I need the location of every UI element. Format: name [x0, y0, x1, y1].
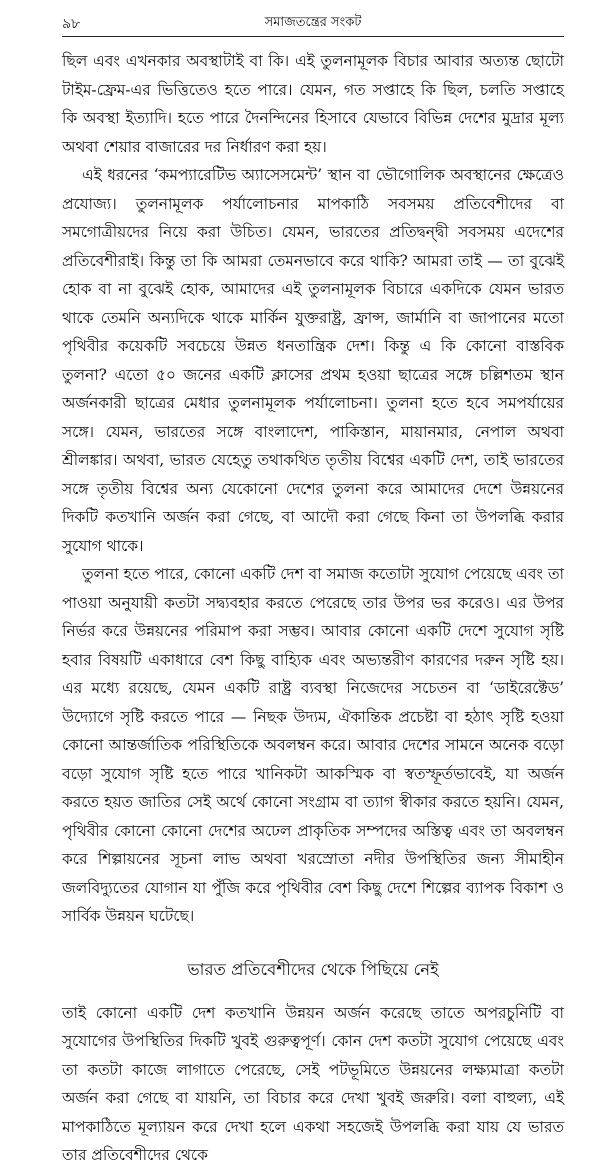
body-paragraph-1: ছিল এবং এখনকার অবস্থাটাই বা কি। এই তুলনামূলক বিচার আবার অত্যন্ত ছোটো টাইম-ফ্রেম-এর ভিত্তিতেও হতে পারে। যেমন, গত সপ্তাহে কি ছিল, চলতি সপ্তাহে কি অবস্থা ইত্যাদি। হতে পারে দৈনন্দিনের হিসাবে যেভাবে বিভিন্ন দেশের মুদ্রার মূল্য অথবা শেয়ার বাজারের দর নির্ধারণ করা হয়। [62, 52, 564, 156]
section-paragraph: তাই কোনো একটি দেশ কতখানি উন্নয়ন অর্জন করেছে তাতে অপরচুনিটি বা সুযোগের উপস্থিতির দিকটি খুবই গুরুত্বপূর্ণ। কোন দেশ কতটা সুযোগ পেয়েছে এবং তা কতটা কাজে লাগাতে পেরেছে, সেই পটভূমিতে উন্নয়নের লক্ষ্যমাত্রা কতটা অর্জন করা গেছে বা যায়নি, তা বিচার করে দেখা খুবই জরুরি। বলা বাহুল্য, এই মাপকাঠিতে মূল্যায়ন করে দেখা হলে একথা সহজেই উপলব্ধি করা যায় যে ভারত তার প্রতিবেশীদের থেকে [62, 1003, 564, 1164]
section-heading: ভারত প্রতিবেশীদের থেকে পিছিয়ে নেই [187, 959, 439, 979]
body-paragraph-3: তুলনা হতে পারে, কোনো একটি দেশ বা সমাজ কতোটা সুযোগ পেয়েছে এবং তা পাওয়া অনুযায়ী কতটা সদ্ব্যবহার করতে পেরেছে তার উপর ভর করেও। এর উপর নির্ভর করে উন্নয়নের পরিমাপ করা সম্ভব। আবার কোনো একটি দেশে সুযোগ সৃষ্টি হবার বিষয়টি একাধারে বেশ কিছু বাহ্যিক এবং অভ্যন্তরীণ কারণের দরুন সৃষ্টি হয়। এর মধ্যে রয়েছে, যেমন একটি রাষ্ট্র ব্যবস্থা নিজেদের সচেতন বা ‘ডাইরেক্টেড’ উদ্যোগে সৃষ্টি করতে পারে — নিছক উদ্যম, ঐকান্তিক প্রচেষ্টা বা হঠাৎ সৃষ্টি হওয়া কোনো আন্তর্জাতিক পরিস্থিতিকে অবলম্বন করে। আবার দেশের সামনে অনেক বড়ো বড়ো সুযোগ সৃষ্টি হতে পারে খানিকটা আকস্মিক বা স্বতস্ফূর্তভাবেই, যা অর্জন করতে হয়ত জাতির সেই অর্থে কোনো সংগ্রাম বা ত্যাগ স্বীকার করতে হয়নি। যেমন, পৃথিবীর কোনো কোনো দেশের অঢেল প্রাকৃতিক সম্পদের অস্তিত্ব এবং তা অবলম্বন করে শিল্পায়নের সূচনা লাভ অথবা খরস্রোতা নদীর উপস্থিতির জন্য সীমাহীন জলবিদ্যুতের যোগান যা পুঁজি করে পৃথিবীর বেশ কিছু দেশে শিল্পের ব্যাপক বিকাশ ও সার্বিক উন্নয়ন ঘটেছে। [62, 565, 564, 925]
page-number: ৯৮ [62, 16, 81, 32]
body-paragraph-2: এই ধরনের ‘কমপ্যারেটিভ অ্যাসেসমেন্ট’ স্থান বা ভৌগোলিক অবস্থানের ক্ষেত্রেও প্রযোজ্য। তুলনামূলক পর্যালোচনার মাপকাঠি সবসময় প্রতিবেশীদের বা সমগোত্রীয়দের নিয়ে করা উচিত। যেমন, ভারতের প্রতিদ্বন্দ্বী সবসময় এদেশের প্রতিবেশীরাই। কিন্তু তা কি আমরা তেমনভাবে করে থাকি? আমরা তাই — তা বুঝেই হোক বা না বুঝেই হোক, আমাদের এই তুলনামূলক বিচারে একদিকে যেমন ভারত থাকে তেমনি অন্যদিকে থাকে মার্কিন যুক্তরাষ্ট্র, ফ্রান্স, জার্মানি বা জাপানের মতো পৃথিবীর কয়েকটি সবচেয়ে উন্নত ধনতান্ত্রিক দেশ। কিন্তু এ কি কোনো বাস্তবিক তুলনা? এতো ৫০ জনের একটি ক্লাসের প্রথম হওয়া ছাত্রের সঙ্গে চল্লিশতম স্থান অর্জনকারী ছাত্রের মেধার তুলনামূলক পর্যালোচনা। তুলনা হতে হবে সমপর্যায়ের সঙ্গে। যেমন, ভারতের সঙ্গে বাংলাদেশ, পাকিস্তান, মায়ানমার, নেপাল অথবা শ্রীলঙ্কার। অথবা, ভারত যেহেতু তথাকথিত তৃতীয় বিশ্বের একটি দেশ, তাই ভারতের সঙ্গে তৃতীয় বিশ্বের অন্য যেকোনো দেশের তুলনা করে আমাদের দেশে উন্নয়নের দিকটি কতখানি অর্জন করা গেছে, বা আদৌ করা গেছে কিনা তা উপলব্ধি করার সুযোগ থাকে। [62, 166, 564, 555]
page-header [62, 10, 564, 37]
running-title: সমাজতন্ত্রের সংকট [264, 15, 362, 30]
